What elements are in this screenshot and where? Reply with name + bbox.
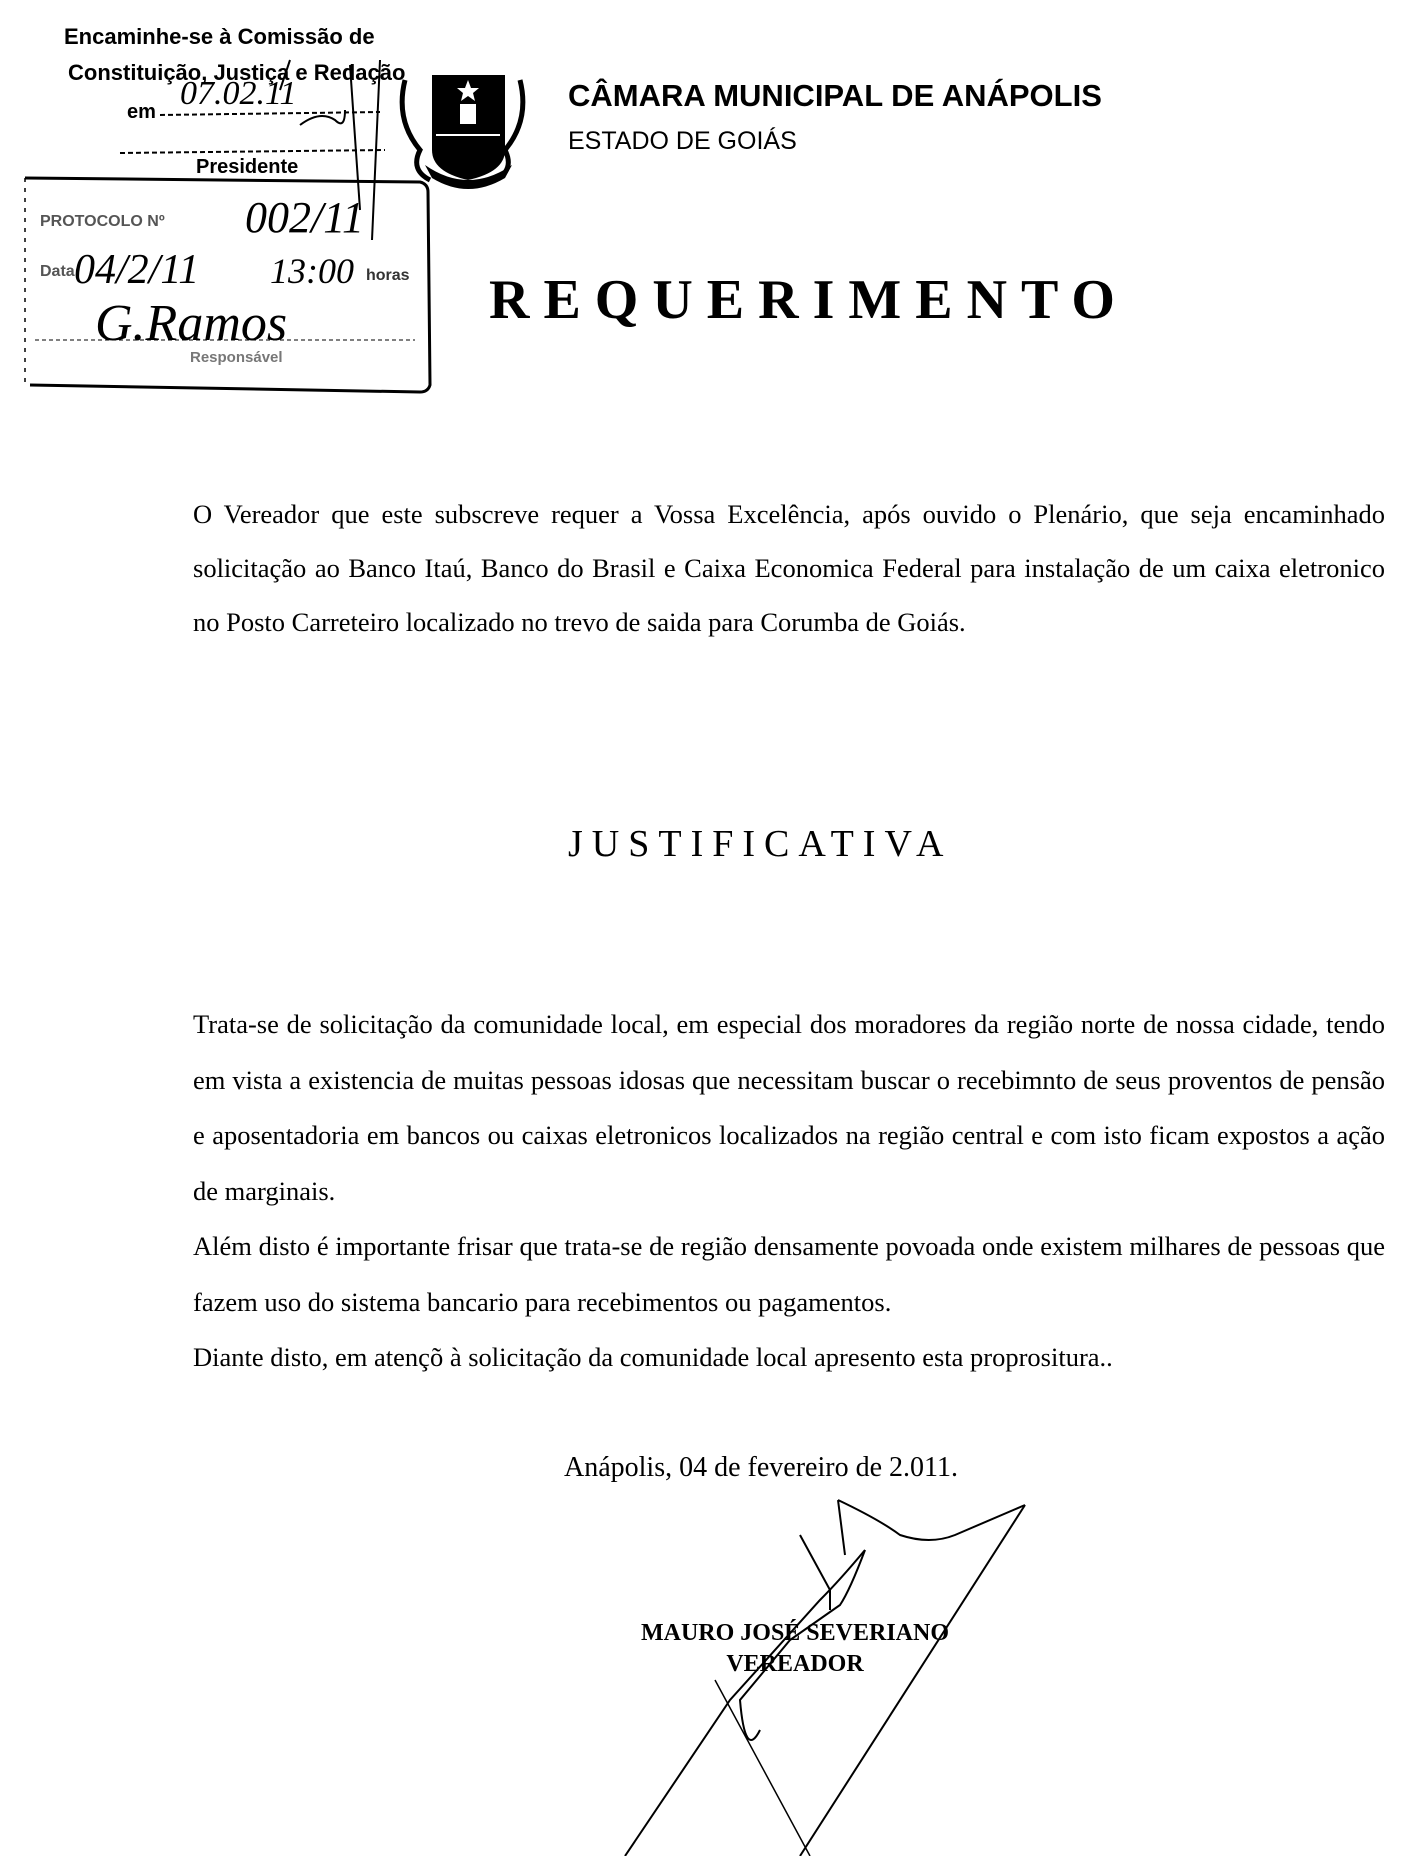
signature-block [560,1618,1030,1680]
routing-date-value: 07.02.11 [180,75,297,112]
request-paragraph [193,487,1385,649]
routing-line2: Constituição, Justiça e Redação [68,60,406,85]
protocol-signature: G.Ramos [95,295,288,352]
justification-paragraph: Diante disto, em atençõ à solicitação da comunidade local apresento esta proprositura.. [193,1342,1113,1372]
justification-title: JUSTIFICATIVA [568,823,953,865]
protocol-number: 002/11 [245,193,364,242]
signer-role: VEREADOR [726,1651,864,1677]
coat-of-arms-logo [402,75,523,189]
state-name: ESTADO DE GOIÁS [568,127,797,155]
signer-name: MAURO JOSÉ SEVERIANO [640,1620,950,1646]
protocol-signer-label: Responsável [190,349,283,366]
justification-paragraph: Trata-se de solicitação da comunidade local, em especial dos moradores da região norte de nossa cidade, tendo em vista a existencia de muitas pessoas idosas que necessitam buscar o recebimnto de seus proventos de pensão e aposentadoria em bancos ou caixas eletronicos localizados na região central e com isto ficam expostos a ação de marginais. [193,1009,1385,1206]
protocol-time-value: 13:00 [270,251,354,291]
institution-name: CÂMARA MUNICIPAL DE ANÁPOLIS [568,78,1102,113]
routing-signer-label: Presidente [196,156,299,178]
routing-date-label: em [127,101,156,123]
routing-line1: Encaminhe-se à Comissão de [64,24,375,49]
protocol-time-label: horas [366,267,410,284]
justification-paragraph: Além disto é importante frisar que trata-se de região densamente povoada onde existem milhares de pessoas que fazem uso do sistema bancario para recebimentos ou pagamentos. [193,1231,1385,1317]
protocol-label: PROTOCOLO Nº [40,213,165,230]
document-title: REQUERIMENTO [489,269,1129,331]
protocol-date-label: Data [40,263,75,280]
request-text: O Vereador que este subscreve requer a Vossa Excelência, após ouvido o Plenário, que seja encaminhado solicitação ao Banco Itaú, Banco do Brasil e Caixa Economica Federal para instalação de um caixa eletronico no Posto Carreteiro localizado no trevo de saida para Corumba de Goiás. [193,499,1385,637]
protocol-date-value: 04/2/11 [74,247,200,293]
justification-body [193,997,1385,1386]
protocol-stamp [25,178,430,392]
place-date: Anápolis, 04 de fevereiro de 2.011. [564,1452,958,1483]
